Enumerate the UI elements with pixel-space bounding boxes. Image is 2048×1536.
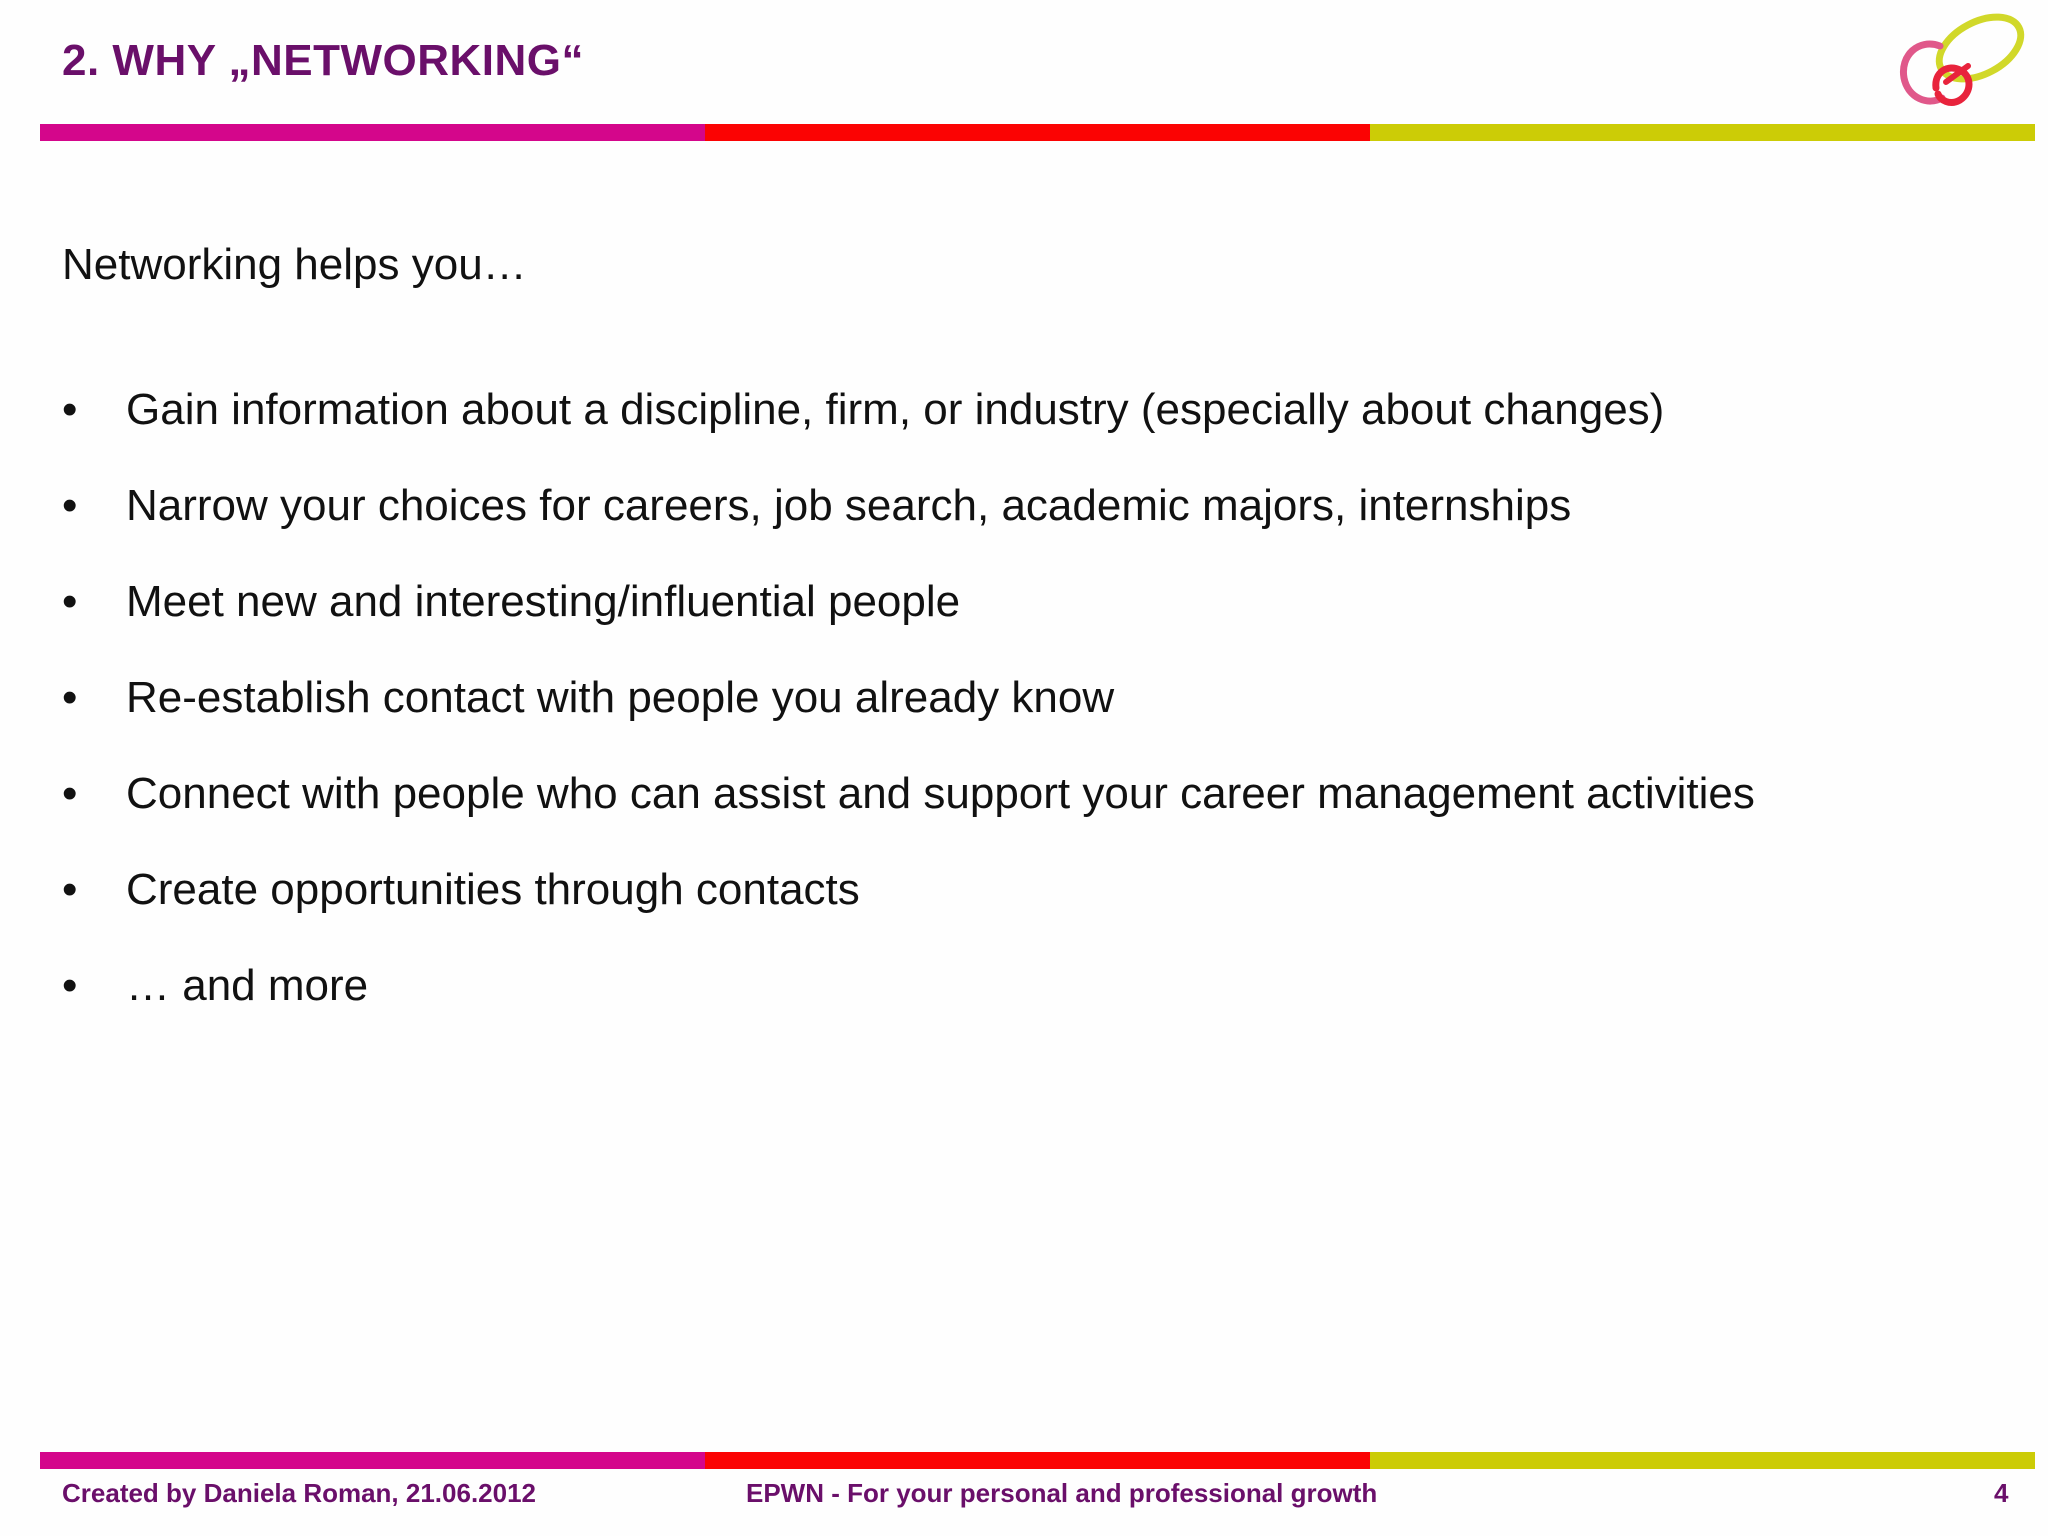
stripe-segment-magenta: [40, 124, 705, 141]
bullet-text: … and more: [126, 961, 369, 1010]
footer-tagline: EPWN - For your personal and professional growth: [746, 1478, 1378, 1508]
bullet-icon: •: [62, 961, 78, 1010]
bullet-text: Meet new and interesting/influential people: [126, 577, 961, 626]
bullet-icon: •: [62, 481, 78, 530]
bullet-icon: •: [62, 673, 78, 722]
slide-title: 2. WHY „NETWORKING“: [62, 36, 585, 85]
bullet-icon: •: [62, 385, 78, 434]
bullet-text: Gain information about a discipline, firm, or industry (especially about changes): [126, 385, 1665, 434]
epwn-logo-icon: [1878, 6, 2028, 116]
header-stripe: [40, 124, 2035, 141]
bullet-icon: •: [62, 577, 78, 626]
bullet-text: Re-establish contact with people you already know: [126, 673, 1115, 722]
stripe-segment-magenta: [40, 1452, 705, 1469]
bullet-icon: •: [62, 769, 78, 818]
stripe-segment-lime: [1370, 1452, 2035, 1469]
footer-stripe: [40, 1452, 2035, 1469]
stripe-segment-red: [705, 1452, 1370, 1469]
intro-text: Networking helps you…: [62, 240, 527, 289]
page-number: 4: [1994, 1478, 2009, 1508]
stripe-segment-lime: [1370, 124, 2035, 141]
bullet-icon: •: [62, 865, 78, 914]
bullet-text: Create opportunities through contacts: [126, 865, 860, 914]
stripe-segment-red: [705, 124, 1370, 141]
bullet-text: Connect with people who can assist and support your career management activities: [126, 769, 1755, 818]
bullet-text: Narrow your choices for careers, job search, academic majors, internships: [126, 481, 1572, 530]
footer-author: Created by Daniela Roman, 21.06.2012: [62, 1478, 537, 1508]
